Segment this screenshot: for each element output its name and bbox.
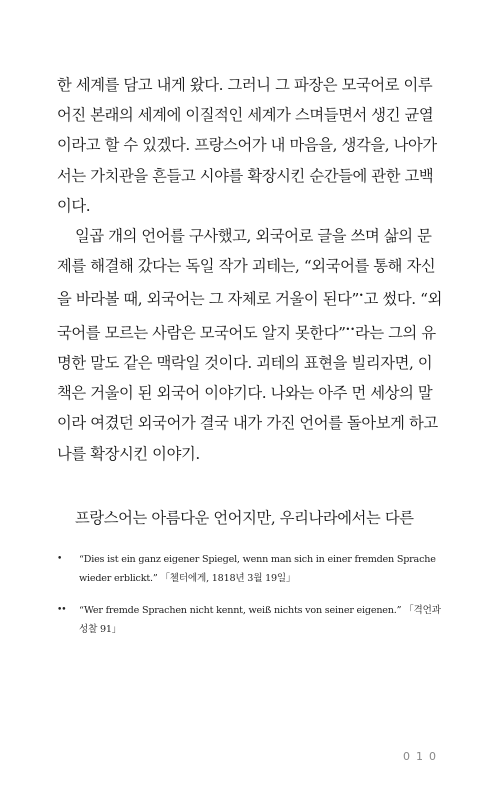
paragraph-2-part-2: 고 썼다. “외국어를 모르는 사람은 모국어도 알지 못한다” — [57, 290, 442, 342]
body-text — [57, 70, 445, 533]
footnote-ref-2[interactable]: •• — [345, 324, 355, 334]
footnote-1 — [57, 550, 445, 588]
footnote-text: “Wer fremde Sprachen nicht kennt, weiß nichts von seiner eigenen.” 「격언과 성찰 91」 — [79, 605, 441, 635]
footnote-2 — [57, 601, 445, 639]
paragraph-3: 프랑스어는 아름다운 언어지만, 우리나라에서는 다른 — [75, 508, 414, 527]
page-number: 010 — [403, 750, 442, 763]
footnote-ref-1[interactable]: • — [358, 291, 364, 301]
paragraph-1: 한 세계를 담고 내게 왔다. 그러니 그 파장은 모국어로 이루어진 본래의 세계에 이질적인 세계가 스며들면서 생긴 균열이라고 할 수 있겠다. 프랑스어가 내 마음을, 생각을, 나아가서는 가치관을 흔들고 시야를 확장시킨 순간들에 관한 고백이다. — [57, 76, 437, 215]
footnote-bullet: •• — [57, 605, 66, 615]
paragraph-2-part-1: 일곱 개의 언어를 구사했고, 외국어로 글을 쓰며 삶의 문제를 해결해 갔다는 독일 작가 괴테는, “외국어를 통해 자신을 바라볼 때, 외국어는 그 자체로 거울이 된다” — [57, 227, 436, 309]
footnotes — [57, 550, 445, 652]
paragraph-2 — [57, 221, 445, 469]
footnote-text: “Dies ist ein ganz eigener Spiegel, wenn man sich in einer fremden Sprache wieder erblickt.” 「첼터에게, 1818년 3월 19일」 — [79, 554, 436, 584]
footnote-bullet: • — [57, 554, 62, 564]
paragraph-2-part-3: 라는 그의 유명한 말도 같은 맥락일 것이다. 괴테의 표현을 빌리자면, 이 책은 거울이 된 외국어 이야기다. 나와는 아주 먼 세상의 말이라 여겼던 외국어가 결국 내가 가진 언어를 돌아보게 하고 나를 확장시킨 이야기. — [57, 323, 438, 463]
